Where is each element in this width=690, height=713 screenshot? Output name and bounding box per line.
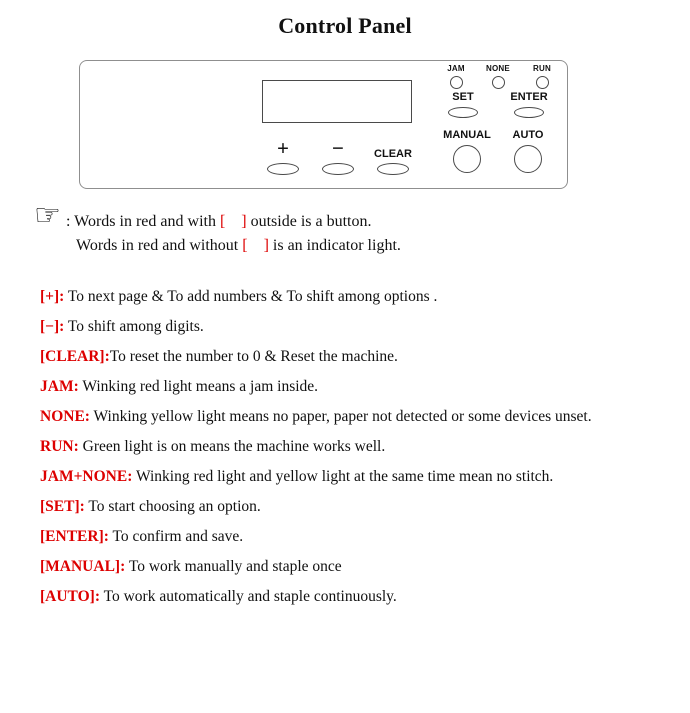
none-indicator-light <box>492 76 505 89</box>
clear-button <box>377 163 409 175</box>
description-item-minus <box>40 312 652 342</box>
description-item-jam-none <box>40 462 652 492</box>
legend-note-line2 <box>66 234 638 258</box>
control-panel-diagram <box>79 60 568 189</box>
description-label: NONE: <box>40 408 90 425</box>
description-item-none <box>40 402 652 432</box>
description-text: To shift among digits. <box>64 318 204 335</box>
description-text: To next page & To add numbers & To shift among options . <box>64 288 438 305</box>
jam-indicator-light <box>450 76 463 89</box>
description-text: To work automatically and staple continuously. <box>100 588 397 605</box>
plus-button-group <box>253 135 313 175</box>
legend-note <box>34 198 638 258</box>
description-label: [AUTO]: <box>40 588 100 605</box>
run-indicator <box>512 64 572 89</box>
description-text: To work manually and staple once <box>125 558 342 575</box>
legend-note-line1-post: outside is a button. <box>246 213 372 230</box>
manual-button <box>453 145 481 173</box>
description-label: JAM+NONE: <box>40 468 133 485</box>
description-text: To reset the number to 0 & Reset the machine. <box>109 348 398 365</box>
description-item-manual <box>40 552 652 582</box>
description-text: Winking yellow light means no paper, paper not detected or some devices unset. <box>89 408 592 425</box>
run-indicator-label: RUN <box>533 64 551 73</box>
legend-bracket-red: [ ] <box>219 213 247 230</box>
page-title: Control Panel <box>278 13 412 38</box>
pointing-hand-icon: ☞ <box>34 198 61 233</box>
description-item-set <box>40 492 652 522</box>
description-item-plus <box>40 282 652 312</box>
enter-button-group <box>494 91 564 118</box>
legend-note-line1 <box>66 210 638 234</box>
plus-button-label: + <box>277 136 289 160</box>
enter-button-label: ENTER <box>510 91 548 103</box>
set-button-label: SET <box>452 91 474 103</box>
description-text: To confirm and save. <box>108 528 244 545</box>
run-indicator-light <box>536 76 549 89</box>
description-text: Winking red light and yellow light at the same time mean no stitch. <box>132 468 554 485</box>
set-button-group <box>428 91 498 118</box>
description-text: To start choosing an option. <box>84 498 261 515</box>
clear-button-group <box>363 148 423 175</box>
description-item-enter <box>40 522 652 552</box>
description-item-run <box>40 432 652 462</box>
description-label: [SET]: <box>40 498 85 515</box>
description-item-clear <box>40 342 652 372</box>
minus-button-label: − <box>332 136 344 160</box>
plus-button <box>267 163 299 175</box>
none-indicator-label: NONE <box>486 64 510 73</box>
auto-button-group <box>488 129 568 173</box>
description-text: Winking red light means a jam inside. <box>78 378 319 395</box>
minus-button-group <box>308 135 368 175</box>
description-text: Green light is on means the machine works well. <box>78 438 386 455</box>
legend-bracket-red-2: [ ] <box>242 237 269 254</box>
enter-button <box>514 107 544 118</box>
auto-button-label: AUTO <box>512 129 544 141</box>
description-label: [MANUAL]: <box>40 558 126 575</box>
display-screen <box>262 80 412 123</box>
jam-indicator-label: JAM <box>447 64 465 73</box>
clear-button-label: CLEAR <box>374 148 412 160</box>
legend-note-line1-pre: : Words in red and with <box>66 213 220 230</box>
set-button <box>448 107 478 118</box>
description-label: [−]: <box>40 318 65 335</box>
description-label: [+]: <box>40 288 65 305</box>
legend-note-line2-post: is an indicator light. <box>268 237 401 254</box>
auto-button <box>514 145 542 173</box>
description-list <box>40 282 652 612</box>
minus-button <box>322 163 354 175</box>
manual-button-label: MANUAL <box>443 129 491 141</box>
description-item-auto <box>40 582 652 612</box>
description-label: [CLEAR]: <box>40 348 110 365</box>
legend-note-line2-pre: Words in red and without <box>76 237 243 254</box>
description-label: JAM: <box>40 378 79 395</box>
description-label: [ENTER]: <box>40 528 109 545</box>
description-item-jam <box>40 372 652 402</box>
description-label: RUN: <box>40 438 79 455</box>
